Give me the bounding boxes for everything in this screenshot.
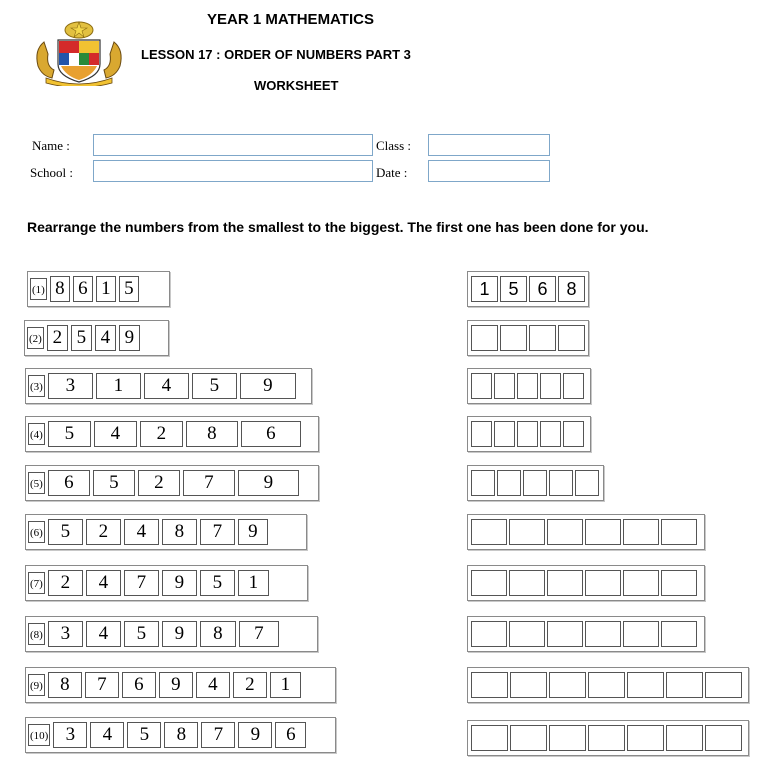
answer-box[interactable] bbox=[623, 621, 659, 647]
question-label: (4) bbox=[28, 423, 45, 445]
answer-row-6 bbox=[467, 514, 705, 550]
number-box: 5 bbox=[119, 276, 139, 302]
number-box: 5 bbox=[71, 325, 92, 351]
answer-box[interactable] bbox=[510, 725, 547, 751]
answer-box[interactable] bbox=[705, 672, 742, 698]
answer-box[interactable] bbox=[509, 519, 545, 545]
answer-row-3 bbox=[467, 368, 591, 404]
question-row-3 bbox=[25, 368, 312, 404]
answer-box: 1 bbox=[471, 276, 498, 302]
answer-row-10 bbox=[467, 720, 749, 756]
answer-box: 5 bbox=[500, 276, 527, 302]
number-box: 9 bbox=[238, 470, 299, 496]
question-label: (3) bbox=[28, 375, 45, 397]
question-row-7 bbox=[25, 565, 308, 601]
name-field[interactable] bbox=[93, 134, 373, 156]
answer-box[interactable] bbox=[471, 621, 507, 647]
number-box: 4 bbox=[86, 570, 121, 596]
answer-box[interactable] bbox=[517, 373, 538, 399]
number-box: 2 bbox=[47, 325, 68, 351]
answer-box[interactable] bbox=[585, 621, 621, 647]
answer-box[interactable] bbox=[705, 725, 742, 751]
answer-box[interactable] bbox=[471, 725, 508, 751]
number-box: 9 bbox=[238, 722, 272, 748]
number-box: 7 bbox=[85, 672, 119, 698]
number-box: 8 bbox=[48, 672, 82, 698]
number-box: 4 bbox=[86, 621, 121, 647]
number-box: 7 bbox=[201, 722, 235, 748]
question-row-10 bbox=[25, 717, 336, 753]
number-box: 6 bbox=[275, 722, 306, 748]
question-row-6 bbox=[25, 514, 307, 550]
number-box: 6 bbox=[241, 421, 301, 447]
number-box: 8 bbox=[200, 621, 236, 647]
lesson-title: LESSON 17 : ORDER OF NUMBERS PART 3 bbox=[141, 47, 411, 62]
worksheet-subtitle: WORKSHEET bbox=[254, 78, 339, 93]
answer-box[interactable] bbox=[471, 470, 495, 496]
answer-box[interactable] bbox=[510, 672, 547, 698]
number-box: 3 bbox=[48, 373, 93, 399]
question-label: (5) bbox=[28, 472, 45, 494]
number-box: 9 bbox=[119, 325, 140, 351]
answer-row-2 bbox=[467, 320, 589, 356]
number-box: 5 bbox=[192, 373, 237, 399]
number-box: 4 bbox=[124, 519, 159, 545]
class-label: Class : bbox=[376, 138, 412, 153]
number-box: 4 bbox=[90, 722, 124, 748]
answer-box[interactable] bbox=[471, 325, 498, 351]
answer-box[interactable] bbox=[471, 570, 507, 596]
answer-box[interactable] bbox=[549, 725, 586, 751]
number-box: 7 bbox=[200, 519, 235, 545]
answer-box[interactable] bbox=[471, 519, 507, 545]
number-box: 5 bbox=[127, 722, 161, 748]
number-box: 1 bbox=[270, 672, 301, 698]
instruction-text: Rearrange the numbers from the smallest to the biggest. The first one has been done for you. bbox=[27, 219, 649, 235]
number-box: 7 bbox=[183, 470, 235, 496]
question-label: (8) bbox=[28, 623, 45, 645]
answer-box[interactable] bbox=[666, 725, 703, 751]
answer-box[interactable] bbox=[471, 421, 492, 447]
number-box: 1 bbox=[96, 276, 116, 302]
answer-box[interactable] bbox=[661, 519, 697, 545]
number-box: 5 bbox=[93, 470, 135, 496]
answer-box[interactable] bbox=[547, 621, 583, 647]
answer-box[interactable] bbox=[661, 621, 697, 647]
answer-box[interactable] bbox=[627, 725, 664, 751]
number-box: 2 bbox=[140, 421, 183, 447]
answer-box[interactable] bbox=[623, 570, 659, 596]
answer-row-8 bbox=[467, 616, 705, 652]
question-row-1 bbox=[27, 271, 170, 307]
answer-box[interactable] bbox=[509, 621, 545, 647]
number-box: 3 bbox=[53, 722, 87, 748]
answer-box[interactable] bbox=[563, 421, 584, 447]
answer-box[interactable] bbox=[471, 373, 492, 399]
question-row-4 bbox=[25, 416, 319, 452]
number-box: 7 bbox=[124, 570, 159, 596]
number-box: 4 bbox=[95, 325, 116, 351]
answer-box[interactable] bbox=[623, 519, 659, 545]
number-box: 5 bbox=[200, 570, 235, 596]
answer-box[interactable] bbox=[588, 672, 625, 698]
number-box: 6 bbox=[122, 672, 156, 698]
date-field[interactable] bbox=[428, 160, 550, 182]
answer-box[interactable] bbox=[540, 421, 561, 447]
number-box: 9 bbox=[238, 519, 268, 545]
answer-box[interactable] bbox=[661, 570, 697, 596]
question-label: (1) bbox=[30, 278, 47, 300]
answer-box[interactable] bbox=[588, 725, 625, 751]
question-row-8 bbox=[25, 616, 318, 652]
answer-box[interactable] bbox=[549, 470, 573, 496]
question-label: (2) bbox=[27, 327, 44, 349]
number-box: 2 bbox=[48, 570, 83, 596]
number-box: 9 bbox=[159, 672, 193, 698]
answer-box[interactable] bbox=[666, 672, 703, 698]
question-label: (10) bbox=[28, 724, 50, 746]
answer-box[interactable] bbox=[547, 570, 583, 596]
answer-box[interactable] bbox=[509, 570, 545, 596]
number-box: 8 bbox=[50, 276, 70, 302]
name-label: Name : bbox=[32, 138, 70, 153]
number-box: 9 bbox=[162, 621, 197, 647]
number-box: 8 bbox=[164, 722, 198, 748]
question-row-9 bbox=[25, 667, 336, 703]
answer-box: 6 bbox=[529, 276, 556, 302]
worksheet-title: YEAR 1 MATHEMATICS bbox=[207, 11, 374, 28]
question-label: (6) bbox=[28, 521, 45, 543]
answer-row-1 bbox=[467, 271, 589, 307]
answer-box[interactable] bbox=[563, 373, 584, 399]
answer-box[interactable] bbox=[494, 421, 515, 447]
number-box: 4 bbox=[144, 373, 189, 399]
number-box: 7 bbox=[239, 621, 279, 647]
answer-box[interactable] bbox=[558, 325, 585, 351]
number-box: 4 bbox=[196, 672, 230, 698]
answer-row-9 bbox=[467, 667, 749, 703]
number-box: 2 bbox=[233, 672, 267, 698]
question-row-2 bbox=[24, 320, 169, 356]
answer-box[interactable] bbox=[494, 373, 515, 399]
question-row-5 bbox=[25, 465, 319, 501]
number-box: 6 bbox=[73, 276, 93, 302]
answer-box[interactable] bbox=[575, 470, 599, 496]
date-label: Date : bbox=[376, 165, 408, 180]
number-box: 3 bbox=[48, 621, 83, 647]
number-box: 5 bbox=[48, 519, 83, 545]
answer-box[interactable] bbox=[471, 672, 508, 698]
answer-box[interactable] bbox=[517, 421, 538, 447]
school-label: School : bbox=[30, 165, 73, 180]
answer-box[interactable] bbox=[585, 519, 621, 545]
number-box: 9 bbox=[162, 570, 197, 596]
answer-row-4 bbox=[467, 416, 591, 452]
malaysia-coat-of-arms-icon bbox=[28, 20, 130, 86]
answer-box: 8 bbox=[558, 276, 585, 302]
answer-box[interactable] bbox=[549, 672, 586, 698]
question-label: (9) bbox=[28, 674, 45, 696]
answer-box[interactable] bbox=[497, 470, 521, 496]
answer-box[interactable] bbox=[529, 325, 556, 351]
answer-box[interactable] bbox=[500, 325, 527, 351]
number-box: 1 bbox=[238, 570, 269, 596]
number-box: 6 bbox=[48, 470, 90, 496]
number-box: 2 bbox=[86, 519, 121, 545]
answer-row-7 bbox=[467, 565, 705, 601]
answer-box[interactable] bbox=[547, 519, 583, 545]
number-box: 2 bbox=[138, 470, 180, 496]
number-box: 8 bbox=[186, 421, 238, 447]
class-field[interactable] bbox=[428, 134, 550, 156]
school-field[interactable] bbox=[93, 160, 373, 182]
answer-box[interactable] bbox=[523, 470, 547, 496]
number-box: 9 bbox=[240, 373, 296, 399]
answer-box[interactable] bbox=[585, 570, 621, 596]
number-box: 4 bbox=[94, 421, 137, 447]
answer-box[interactable] bbox=[627, 672, 664, 698]
answer-row-5 bbox=[467, 465, 604, 501]
answer-box[interactable] bbox=[540, 373, 561, 399]
question-label: (7) bbox=[28, 572, 45, 594]
number-box: 1 bbox=[96, 373, 141, 399]
number-box: 5 bbox=[48, 421, 91, 447]
number-box: 5 bbox=[124, 621, 159, 647]
number-box: 8 bbox=[162, 519, 197, 545]
